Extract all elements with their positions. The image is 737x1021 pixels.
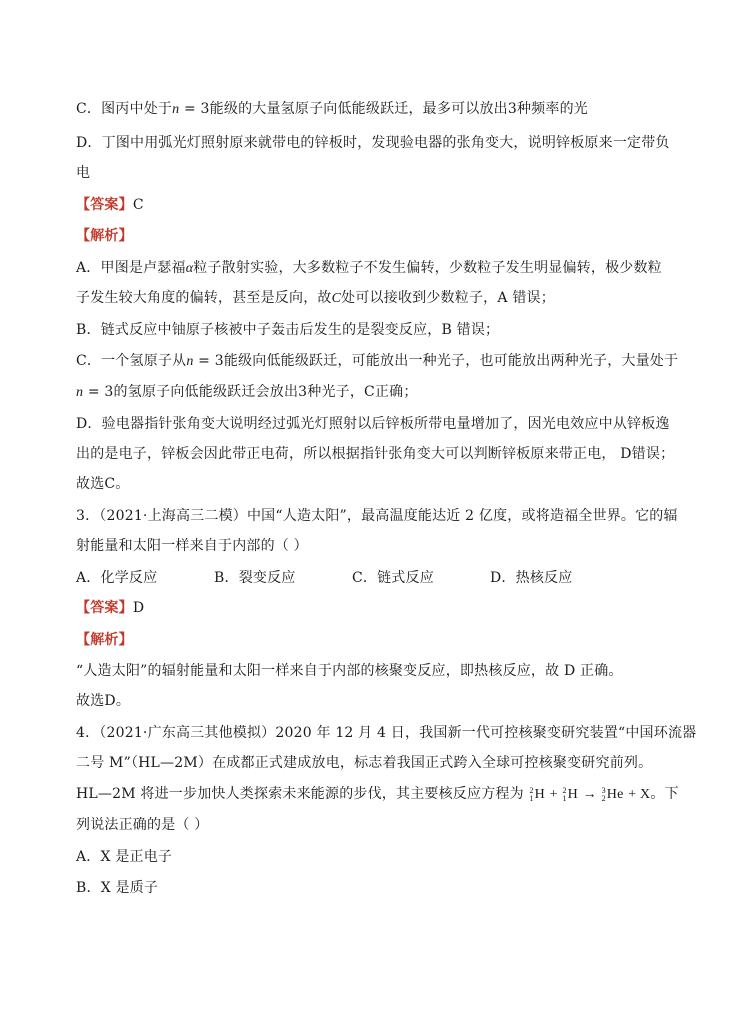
question-4-line: 4．（2021·广东高三其他模拟）2020 年 12 月 4 日，我国新一代可控核聚变研究装置“中国环流器 (76, 725, 697, 741)
reaction-arrow: → (578, 787, 601, 802)
explanation-a-cont-rest: 处可以接收到少数粒子，A 错误； (341, 290, 555, 306)
mass-number: 2 (529, 785, 534, 795)
nuclide-h2-first (529, 786, 545, 804)
question-4-text-tail: 。下 (650, 786, 679, 802)
question-4-prompt: 列说法正确的是（ ） (76, 817, 209, 833)
question-4-option-a: A．X 是正电子 (76, 849, 173, 865)
explanation-d-line: D．验电器指针张角变大说明经过弧光灯照射以后锌板所带电量增加了，因光电效应中从锌板逸 (76, 416, 670, 432)
variable-n: n (186, 354, 194, 369)
explanation-c-line-cont (76, 383, 418, 402)
option-c: C．链式反应 (352, 570, 434, 586)
mass-number: 3 (601, 785, 606, 795)
explanation-c-text-rest: = 3能级向低能级跃迁，可能放出一种光子，也可能放出两种光子，大量处于 (193, 353, 679, 369)
conclusion-2: 故选C。 (76, 476, 130, 492)
explanation-c-text: C．一个氢原子从 (76, 353, 187, 369)
analysis-3-label (76, 631, 133, 649)
question-3-line: 3．（2021·上海高三二模）中国“人造太阳”，最高温度能达近 2 亿度，或将造福全世界。它的辐 (76, 508, 678, 524)
analysis-label: 【解析】 (76, 632, 133, 648)
option-c-text: C．图丙中处于 (76, 101, 173, 117)
answer-value: D (132, 600, 145, 616)
question-3-line-cont: 射能量和太阳一样来自于内部的（ ） (76, 538, 308, 554)
question-4-option-b: B．X 是质子 (76, 880, 159, 896)
explanation-b-line: B．链式反应中铀原子核被中子轰击后发生的是裂变反应，B 错误； (76, 322, 500, 338)
option-d-line: D．丁图中用弧光灯照射原来就带电的锌板时，发现验电器的张角变大，说明锌板原来一定带负 (76, 135, 670, 151)
element-symbol: H (567, 787, 578, 802)
product-x: + X (624, 787, 651, 802)
analysis-label: 【解析】 (76, 228, 133, 244)
answer-label: 【答案】 (76, 197, 133, 213)
variable-n: n (172, 102, 180, 117)
atomic-number: 1 (562, 793, 567, 803)
answer-3 (76, 599, 144, 617)
answer-label: 【答案】 (76, 600, 133, 616)
answer-value: C (132, 197, 144, 213)
explanation-a-text: A．甲图是卢瑟福 (76, 260, 186, 276)
question-4-line-cont: 二号 M”（HL—2M）在成都正式建成放电，标志着我国正式跨入全球可控核聚变研究前列。 (76, 755, 653, 771)
option-d-line-cont: 电 (76, 165, 91, 181)
explanation-c-line (76, 352, 678, 371)
question-3-explanation: “人造太阳”的辐射能量和太阳一样来自于内部的核聚变反应，即热核反应，故 D 正确。 (76, 663, 623, 679)
option-c-text-rest: = 3能级的大量氢原子向低能级跃迁，最多可以放出3种频率的光 (179, 101, 588, 117)
alpha-symbol: α (185, 261, 194, 276)
analysis-2-label (76, 227, 133, 245)
question-4-text: HL—2M 将进一步加快人类探索未来能源的步伐，其主要核反应方程为 (76, 786, 529, 802)
question-3-options (76, 569, 572, 587)
explanation-d-line-cont: 出的是电子，锌板会因此带正电荷，所以根据指针张角变大可以判断锌板原来带正电， D错误； (76, 446, 675, 462)
option-b: B．裂变反应 (214, 570, 296, 586)
nuclide-he3 (602, 786, 624, 804)
option-d: D．热核反应 (490, 570, 573, 586)
explanation-a-line (76, 259, 662, 278)
mass-number: 2 (562, 785, 567, 795)
atomic-number: 1 (529, 793, 534, 803)
variable-n: n (76, 385, 84, 400)
explanation-a-cont-text: 子发生较大角度的偏转，甚至是反向，故 (76, 290, 332, 306)
option-c-line (76, 100, 588, 119)
question-4-equation-line (76, 785, 679, 804)
conclusion-3: 故选D。 (76, 693, 131, 709)
element-symbol: He (606, 787, 624, 802)
atomic-number: 2 (601, 793, 606, 803)
plus-sign: + (545, 787, 562, 802)
nuclide-h2-second (562, 786, 578, 804)
variable-c: C (331, 291, 342, 306)
explanation-a-text-rest: 粒子散射实验，大多数粒子不发生偏转，少数粒子发生明显偏转，极少数粒 (193, 260, 662, 276)
answer-2 (76, 196, 144, 214)
explanation-c-cont-rest: = 3的氢原子向低能级跃迁会放出3种光子，C正确； (83, 384, 418, 400)
element-symbol: H (534, 787, 545, 802)
explanation-a-line-cont (76, 289, 555, 308)
option-a: A．化学反应 (76, 570, 158, 586)
